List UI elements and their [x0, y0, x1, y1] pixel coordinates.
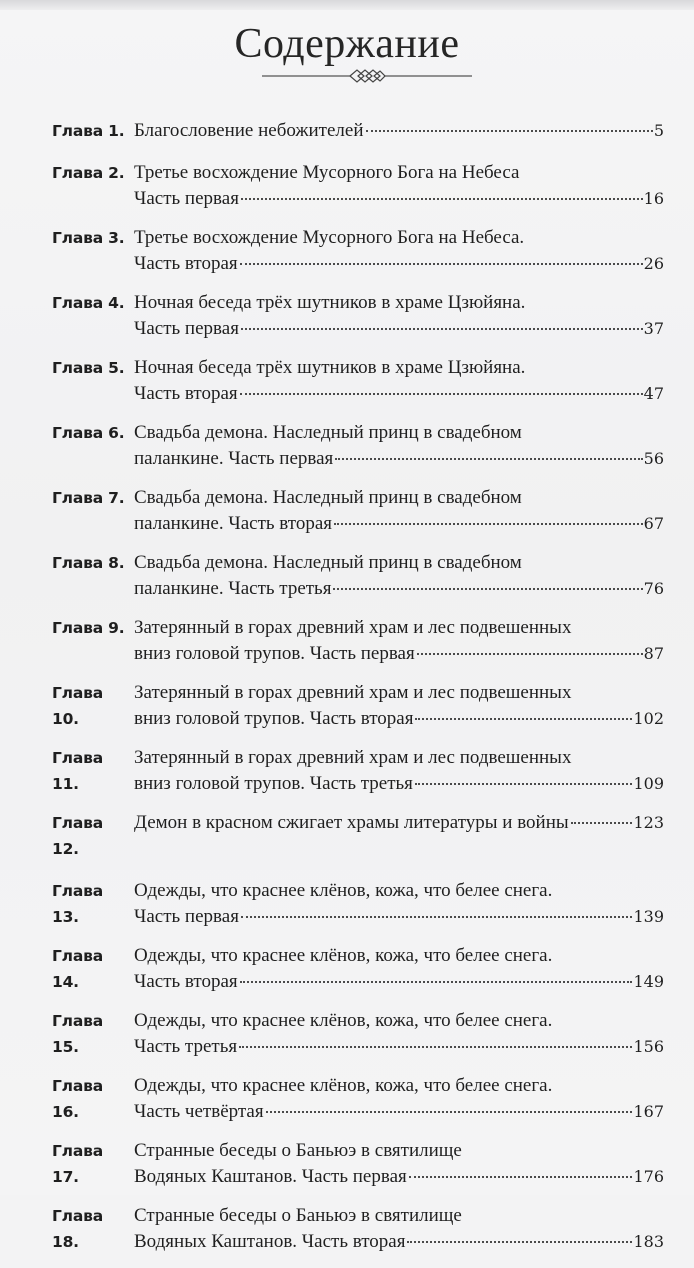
chapter-title-line: Свадьба демона. Наследный принц в свадебном	[134, 422, 522, 443]
chapter-title-line: Водяных Каштанов. Часть вторая	[134, 1231, 406, 1252]
chapter-title-line: вниз головой трупов. Часть вторая	[134, 708, 414, 729]
toc-entry	[52, 680, 664, 732]
chapter-title-line: Свадьба демона. Наследный принц в свадебном	[134, 487, 522, 508]
chapter-title-line: Странные беседы о Баньюэ в святилище	[134, 1205, 462, 1226]
chapter-label: Глава 11.	[52, 749, 103, 793]
dot-leader	[409, 1176, 633, 1178]
chapter-title-line: Часть вторая	[134, 971, 238, 992]
chapter-title-last-line	[134, 771, 664, 797]
toc-entry	[52, 745, 664, 797]
chapter-title-line: Третье восхождение Мусорного Бога на Небеса.	[134, 227, 525, 248]
table-of-contents	[52, 118, 664, 1268]
chapter-label: Глава 5.	[52, 359, 125, 377]
toc-entry	[52, 225, 664, 277]
chapter-title	[134, 878, 664, 930]
chapter-title	[134, 1008, 664, 1060]
chapter-title-line: паланкине. Часть первая	[134, 448, 334, 469]
chapter-title-line: Демон в красном сжигает храмы литературы и войны	[134, 812, 569, 833]
chapter-title	[134, 615, 664, 667]
page-number: 16	[643, 189, 664, 208]
dot-leader	[334, 523, 643, 525]
toc-entry	[52, 118, 664, 144]
page-number: 167	[633, 1102, 664, 1121]
chapter-title-line: паланкине. Часть вторая	[134, 513, 333, 534]
chapter-title-line: Затерянный в горах древний храм и лес подвешенных	[134, 617, 572, 638]
dot-leader	[335, 458, 642, 460]
chapter-label: Глава 14.	[52, 947, 103, 991]
chapter-title	[134, 1138, 664, 1190]
chapter-title-line: Одежды, что краснее клёнов, кожа, что белее снега.	[134, 945, 553, 966]
dot-leader	[240, 263, 643, 265]
chapter-label: Глава 4.	[52, 294, 125, 312]
chapter-label: Глава 16.	[52, 1077, 103, 1121]
page-number: 67	[643, 514, 664, 533]
chapter-label: Глава 3.	[52, 229, 125, 247]
chapter-title	[134, 745, 664, 797]
page-number: 87	[643, 644, 664, 663]
toc-entry	[52, 878, 664, 930]
chapter-title-line: Затерянный в горах древний храм и лес подвешенных	[134, 747, 572, 768]
page-number: 47	[643, 384, 664, 403]
chapter-title	[134, 1203, 664, 1255]
chapter-label: Глава 6.	[52, 424, 125, 442]
chapter-title-line: Часть четвёртая	[134, 1101, 264, 1122]
chapter-title-last-line	[134, 381, 664, 407]
chapter-title-line: Свадьба демона. Наследный принц в свадебном	[134, 552, 522, 573]
chapter-title-last-line	[134, 1164, 664, 1190]
page-number: 183	[633, 1232, 664, 1251]
chapter-title	[134, 420, 664, 472]
chapter-title-last-line	[134, 118, 664, 144]
chapter-title-line: Ночная беседа трёх шутников в храме Цзюйяна.	[134, 292, 526, 313]
dot-leader	[415, 783, 633, 785]
dot-leader	[240, 393, 643, 395]
page-number: 149	[633, 972, 664, 991]
toc-entry	[52, 485, 664, 537]
chapter-title-line: Благословение небожителей	[134, 120, 364, 141]
toc-entry	[52, 550, 664, 602]
toc-entry	[52, 1203, 664, 1255]
chapter-label: Глава 2.	[52, 164, 125, 182]
chapter-title	[134, 355, 664, 407]
dot-leader	[366, 130, 653, 132]
dot-leader	[266, 1111, 633, 1113]
chapter-title-last-line	[134, 810, 664, 836]
chapter-title	[134, 290, 664, 342]
chapter-title	[134, 118, 664, 144]
page-number: 123	[633, 813, 664, 832]
chapter-title-last-line	[134, 511, 664, 537]
chapter-title-last-line	[134, 251, 664, 277]
chapter-title-last-line	[134, 904, 664, 930]
toc-entry	[52, 1138, 664, 1190]
chapter-title	[134, 943, 664, 995]
chapter-title-line: Одежды, что краснее клёнов, кожа, что белее снега.	[134, 1075, 553, 1096]
chapter-title	[134, 810, 664, 836]
toc-entry	[52, 615, 664, 667]
toc-entry	[52, 943, 664, 995]
dot-leader	[571, 822, 633, 824]
chapter-title-line: Часть вторая	[134, 253, 238, 274]
dot-leader	[415, 718, 632, 720]
page-top-edge	[0, 0, 694, 10]
page-number: 37	[643, 319, 664, 338]
chapter-title-last-line	[134, 641, 664, 667]
chapter-title-line: вниз головой трупов. Часть первая	[134, 643, 415, 664]
page-title: Содержание	[234, 21, 460, 67]
chapter-title-line: Водяных Каштанов. Часть первая	[134, 1166, 407, 1187]
toc-entry	[52, 355, 664, 407]
chapter-title	[134, 680, 664, 732]
chapter-title-line: Часть первая	[134, 906, 239, 927]
page-number: 109	[633, 774, 664, 793]
chapter-title-last-line	[134, 576, 664, 602]
chapter-title-last-line	[134, 1229, 664, 1255]
chapter-title-line: вниз головой трупов. Часть третья	[134, 773, 413, 794]
chapter-title-last-line	[134, 1099, 664, 1125]
chapter-label: Глава 8.	[52, 554, 125, 572]
page-number: 176	[633, 1167, 664, 1186]
chapter-title-line: Затерянный в горах древний храм и лес подвешенных	[134, 682, 572, 703]
toc-entry	[52, 1073, 664, 1125]
chapter-title-line: Часть третья	[134, 1036, 238, 1057]
chapter-title-last-line	[134, 1034, 664, 1060]
dot-leader	[240, 981, 633, 983]
chapter-label: Глава 10.	[52, 684, 103, 728]
page-number: 156	[633, 1037, 664, 1056]
page-number: 5	[653, 121, 664, 140]
chapter-title-line: Третье восхождение Мусорного Бога на Небеса	[134, 162, 520, 183]
page-number: 26	[643, 254, 664, 273]
chapter-title-line: паланкине. Часть третья	[134, 578, 332, 599]
title-ornament-icon	[262, 66, 472, 86]
chapter-title-line: Часть первая	[134, 318, 239, 339]
toc-entry	[52, 160, 664, 212]
chapter-title	[134, 485, 664, 537]
chapter-label: Глава 15.	[52, 1012, 103, 1056]
chapter-title-last-line	[134, 706, 664, 732]
chapter-title-line: Одежды, что краснее клёнов, кожа, что белее снега.	[134, 880, 553, 901]
chapter-title	[134, 1073, 664, 1125]
dot-leader	[407, 1241, 632, 1243]
chapter-title-line: Одежды, что краснее клёнов, кожа, что белее снега.	[134, 1010, 553, 1031]
toc-entry	[52, 1008, 664, 1060]
chapter-title-last-line	[134, 316, 664, 342]
chapter-title	[134, 550, 664, 602]
page-number: 76	[643, 579, 664, 598]
chapter-title-line: Странные беседы о Баньюэ в святилище	[134, 1140, 462, 1161]
chapter-title	[134, 225, 664, 277]
chapter-label: Глава 9.	[52, 619, 125, 637]
chapter-title-last-line	[134, 446, 664, 472]
toc-entry	[52, 420, 664, 472]
chapter-title-line: Часть первая	[134, 188, 239, 209]
chapter-label: Глава 13.	[52, 882, 103, 926]
dot-leader	[241, 328, 643, 330]
chapter-title-last-line	[134, 186, 664, 212]
dot-leader	[241, 916, 633, 918]
chapter-title-last-line	[134, 969, 664, 995]
toc-entry	[52, 810, 664, 862]
chapter-title-line: Ночная беседа трёх шутников в храме Цзюйяна.	[134, 357, 526, 378]
chapter-label: Глава 12.	[52, 814, 103, 858]
toc-entry	[52, 290, 664, 342]
page-number: 102	[633, 709, 664, 728]
page-number: 139	[633, 907, 664, 926]
dot-leader	[241, 198, 643, 200]
dot-leader	[333, 588, 642, 590]
chapter-label: Глава 7.	[52, 489, 125, 507]
chapter-title	[134, 160, 664, 212]
chapter-label: Глава 17.	[52, 1142, 103, 1186]
dot-leader	[239, 1046, 632, 1048]
chapter-label: Глава 1.	[52, 122, 125, 140]
chapter-title-line: Часть вторая	[134, 383, 238, 404]
chapter-label: Глава 18.	[52, 1207, 103, 1251]
dot-leader	[417, 653, 643, 655]
page-number: 56	[643, 449, 664, 468]
